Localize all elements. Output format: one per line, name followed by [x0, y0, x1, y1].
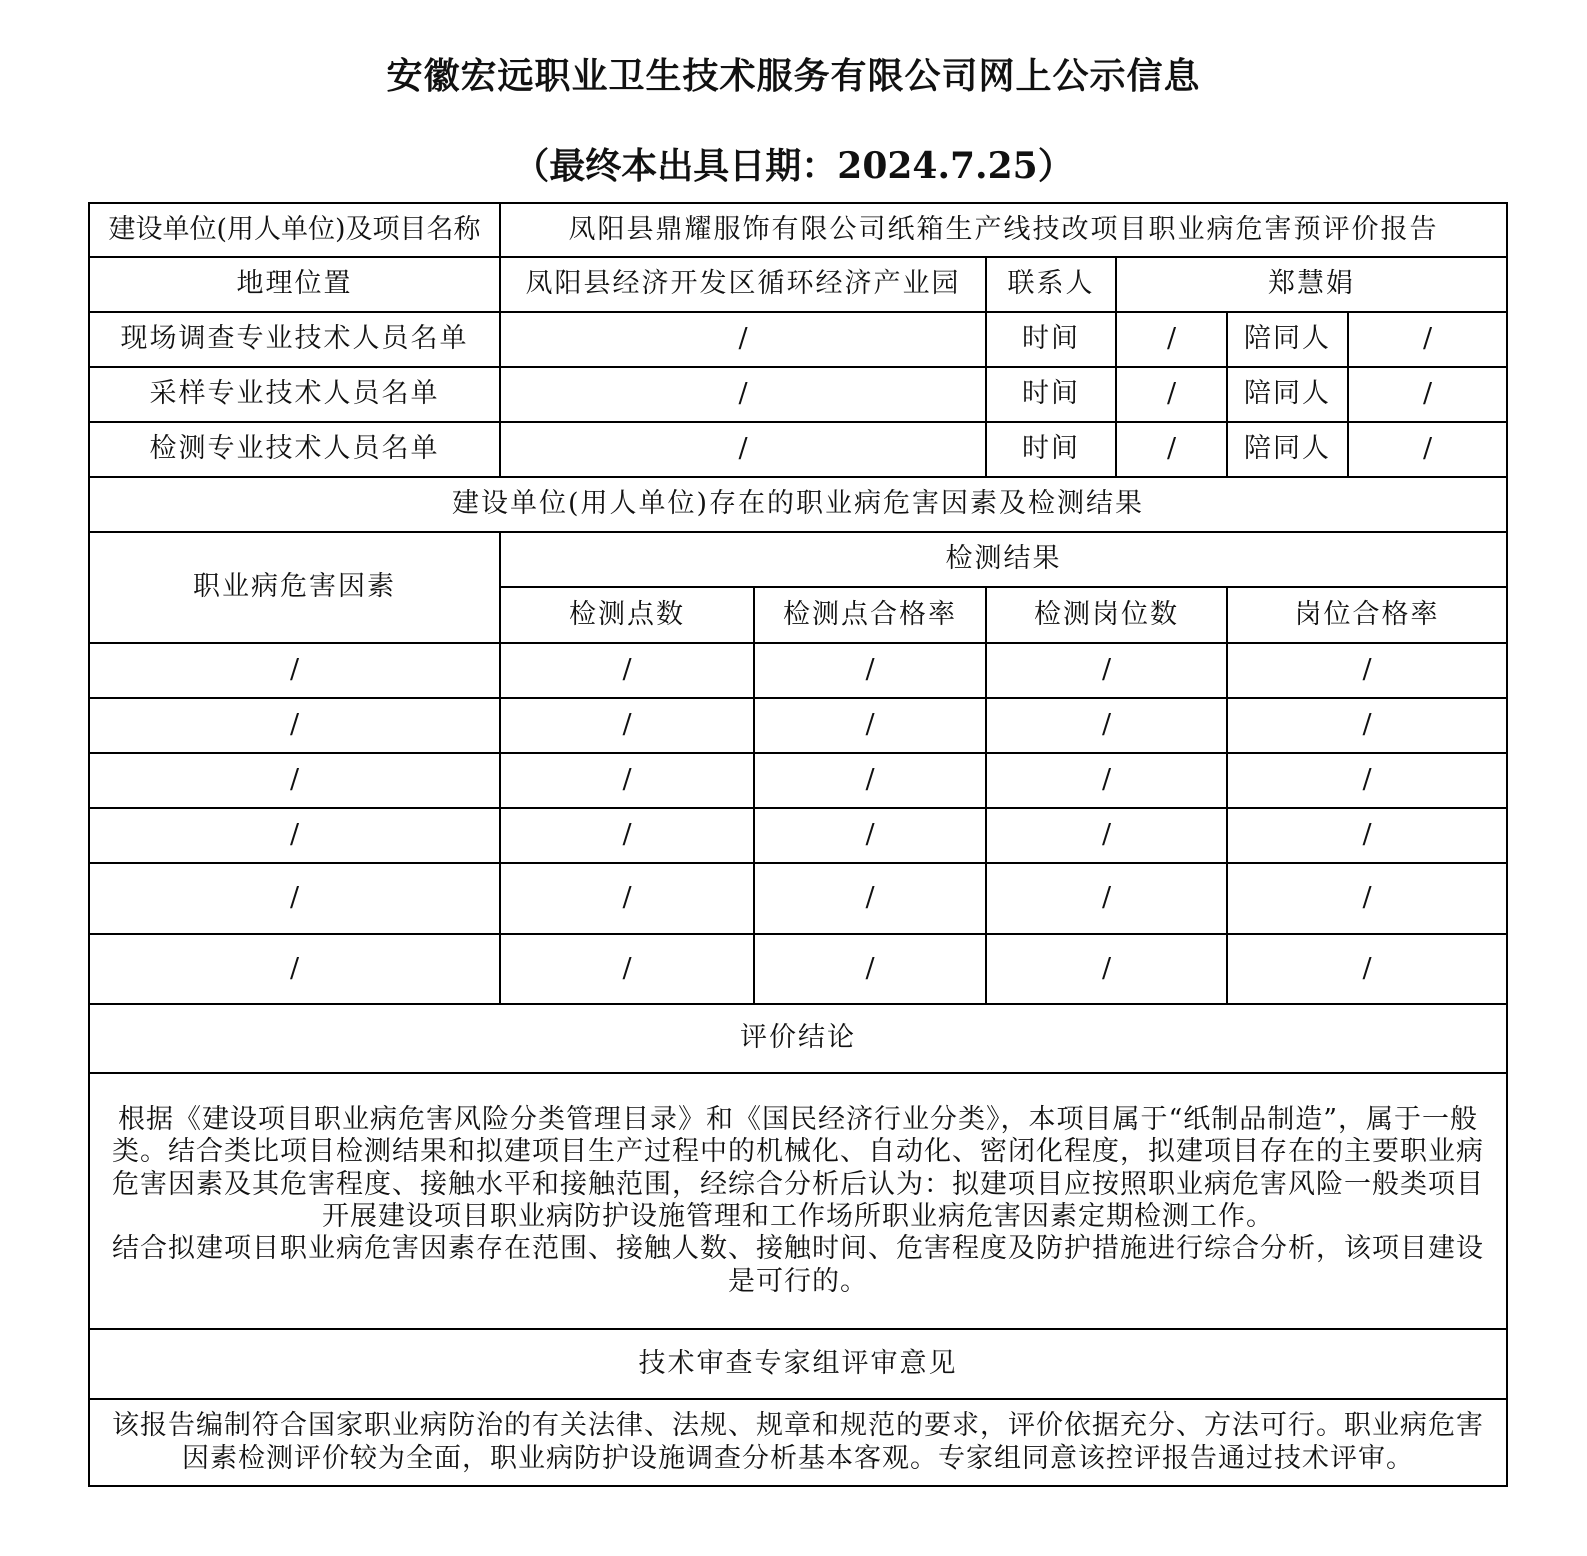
project-label: 建设单位(用人单位)及项目名称 — [89, 203, 500, 257]
table-row — [89, 753, 1507, 808]
conclusion-paragraph-1: 根据《建设项目职业病危害风险分类管理目录》和《国民经济行业分类》，本项目属于“纸制品制造”，属于一般类。结合类比项目检测结果和拟建项目生产过程中的机械化、自动化、密闭化程度，拟建项目存在的主要职业病危害因素及其危害程度、接触水平和接触范围，经综合分析后认为：拟建项目应按照职业病危害风险一般类项目开展建设项目职业病防护设施管理和工作场所职业病危害因素定期检测工作。 — [112, 1103, 1485, 1232]
table-cell: / — [89, 934, 500, 1004]
table-cell: / — [500, 643, 754, 698]
issue-date: （最终本出具日期：2024.7.25） — [513, 145, 1074, 187]
table-row — [89, 643, 1507, 698]
table-cell: / — [1227, 698, 1507, 753]
table-cell: / — [89, 863, 500, 934]
table-row — [89, 808, 1507, 863]
project-value: 凤阳县鼎耀服饰有限公司纸箱生产线技改项目职业病危害预评价报告 — [500, 203, 1507, 257]
table-cell: / — [500, 753, 754, 808]
table-cell: / — [1227, 863, 1507, 934]
hazard-header-row — [89, 532, 1507, 587]
column-header: 检测点合格率 — [754, 587, 986, 643]
table-cell: / — [754, 753, 986, 808]
review-title: 技术审查专家组评审意见 — [89, 1329, 1507, 1399]
contact-value: 郑慧娟 — [1116, 257, 1507, 312]
escort-label: 陪同人 — [1227, 422, 1348, 477]
column-header: 检测点数 — [500, 587, 754, 643]
escort-value: / — [1348, 422, 1507, 477]
time-value: / — [1116, 422, 1227, 477]
staff-row-testing — [89, 422, 1507, 477]
table-cell: / — [986, 753, 1227, 808]
table-cell: / — [500, 698, 754, 753]
conclusion-title: 评价结论 — [89, 1004, 1507, 1073]
disclosure-table — [88, 202, 1508, 1487]
table-cell: / — [500, 863, 754, 934]
table-cell: / — [754, 698, 986, 753]
table-cell: / — [89, 808, 500, 863]
table-cell: / — [1227, 643, 1507, 698]
table-cell: / — [754, 863, 986, 934]
table-cell: / — [1227, 934, 1507, 1004]
contact-label: 联系人 — [986, 257, 1116, 312]
staff-label: 现场调查专业技术人员名单 — [89, 312, 500, 367]
time-value: / — [1116, 367, 1227, 422]
table-cell: / — [986, 698, 1227, 753]
project-row — [89, 203, 1507, 257]
hazard-section-title: 建设单位(用人单位)存在的职业病危害因素及检测结果 — [89, 477, 1507, 532]
table-cell: / — [1227, 753, 1507, 808]
staff-names: / — [500, 312, 986, 367]
table-cell: / — [986, 863, 1227, 934]
table-cell: / — [89, 698, 500, 753]
table-cell: / — [754, 934, 986, 1004]
column-header: 检测岗位数 — [986, 587, 1227, 643]
escort-value: / — [1348, 312, 1507, 367]
table-cell: / — [500, 934, 754, 1004]
table-cell: / — [986, 808, 1227, 863]
table-cell: / — [500, 808, 754, 863]
escort-label: 陪同人 — [1227, 312, 1348, 367]
location-label: 地理位置 — [89, 257, 500, 312]
staff-names: / — [500, 367, 986, 422]
location-value: 凤阳县经济开发区循环经济产业园 — [500, 257, 986, 312]
table-cell: / — [754, 808, 986, 863]
time-label: 时间 — [986, 422, 1116, 477]
table-cell: / — [754, 643, 986, 698]
table-row — [89, 863, 1507, 934]
staff-label: 采样专业技术人员名单 — [89, 367, 500, 422]
review-body-row — [89, 1399, 1507, 1486]
table-cell: / — [1227, 808, 1507, 863]
table-row — [89, 698, 1507, 753]
table-row — [89, 934, 1507, 1004]
staff-names: / — [500, 422, 986, 477]
table-cell: / — [89, 643, 500, 698]
staff-label: 检测专业技术人员名单 — [89, 422, 500, 477]
page-title: 安徽宏远职业卫生技术服务有限公司网上公示信息 — [386, 55, 1201, 97]
time-value: / — [1116, 312, 1227, 367]
table-cell: / — [89, 753, 500, 808]
staff-row-sampling — [89, 367, 1507, 422]
table-cell: / — [986, 643, 1227, 698]
conclusion-body-row — [89, 1073, 1507, 1329]
review-title-row — [89, 1329, 1507, 1399]
staff-row-survey — [89, 312, 1507, 367]
conclusion-title-row — [89, 1004, 1507, 1073]
conclusion-paragraph-2: 结合拟建项目职业病危害因素存在范围、接触人数、接触时间、危害程度及防护措施进行综合分析，该项目建设是可行的。 — [112, 1233, 1485, 1297]
location-row — [89, 257, 1507, 312]
review-body: 该报告编制符合国家职业病防治的有关法律、法规、规章和规范的要求，评价依据充分、方法可行。职业病危害因素检测评价较为全面，职业病防护设施调查分析基本客观。专家组同意该控评报告通过技术评审。 — [89, 1399, 1507, 1486]
time-label: 时间 — [986, 367, 1116, 422]
table-cell: / — [986, 934, 1227, 1004]
time-label: 时间 — [986, 312, 1116, 367]
results-header: 检测结果 — [500, 532, 1507, 587]
factor-header: 职业病危害因素 — [89, 532, 500, 643]
column-header: 岗位合格率 — [1227, 587, 1507, 643]
conclusion-body — [89, 1073, 1507, 1329]
hazard-section-row — [89, 477, 1507, 532]
escort-label: 陪同人 — [1227, 367, 1348, 422]
escort-value: / — [1348, 367, 1507, 422]
